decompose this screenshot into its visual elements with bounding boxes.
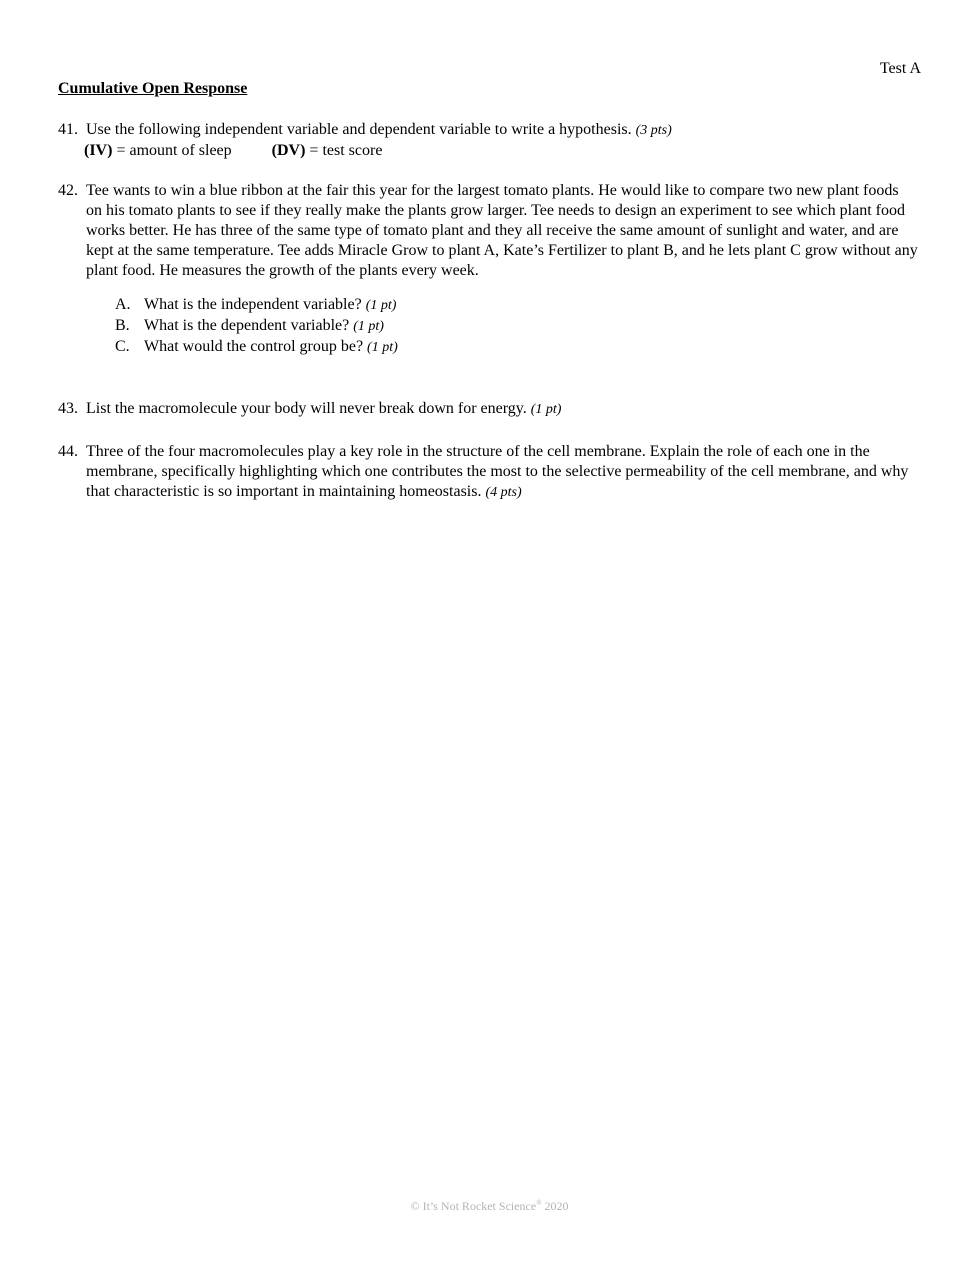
sub-question-b — [115, 316, 918, 337]
footer-copyright — [0, 1193, 979, 1216]
question-43 — [58, 399, 918, 420]
question-number: 42. — [58, 182, 78, 199]
sub-text: What would the control group be? — [144, 338, 364, 355]
question-number: 41. — [58, 121, 78, 138]
sub-question-c — [115, 337, 918, 358]
question-text: Three of the four macromolecules play a key role in the structure of the cell membrane. Explain the role of each one in the membrane, specifically highlighting which one contributes the most to the selective permeability of the cell membrane, and why that characteristic is so important in maintaining homeostasis. — [86, 443, 909, 500]
question-41 — [58, 120, 918, 161]
iv-value: = amount of sleep — [116, 142, 232, 159]
sub-text: What is the independent variable? — [144, 296, 362, 313]
question-44 — [58, 442, 918, 503]
question-text: Use the following independent variable and dependent variable to write a hypothesis. — [86, 121, 632, 138]
variables-line — [84, 141, 918, 161]
sub-letter: C. — [115, 338, 130, 355]
iv-label: (IV) — [84, 142, 113, 159]
dv-label: (DV) — [271, 142, 306, 159]
question-text: Tee wants to win a blue ribbon at the fair this year for the largest tomato plants. He would like to compare two new plant foods on his tomato plants to see if they really make the plants grow larger. Tee needs to design an experiment to see which plant food works better. He has three of the same type of tomato plant and they all receive the same amount of sunlight and water, and are kept at the same temperature. Tee adds Miracle Grow to plant A, Kate’s Fertilizer to plant B, and he lets plant C grow without any plant food. He measures the growth of the plants every week. — [86, 182, 918, 279]
sub-points: (1 pt) — [365, 298, 397, 313]
test-label: Test A — [879, 60, 921, 77]
question-number: 44. — [58, 443, 78, 460]
sub-text: What is the dependent variable? — [144, 317, 350, 334]
sub-letter: B. — [115, 317, 130, 334]
registered-mark: ® — [536, 1199, 542, 1207]
sub-points: (1 pt) — [353, 319, 384, 334]
question-points: (1 pt) — [530, 402, 562, 417]
section-title: Cumulative Open Response — [58, 80, 248, 97]
sub-question-a — [115, 295, 918, 316]
question-points: (4 pts) — [485, 485, 522, 500]
dv-value: = test score — [309, 142, 383, 159]
question-text: List the macromolecule your body will never break down for energy. — [86, 400, 527, 417]
question-points: (3 pts) — [635, 123, 672, 138]
question-42 — [58, 181, 918, 358]
copyright-year: 2020 — [544, 1199, 569, 1213]
sub-letter: A. — [115, 296, 131, 313]
sub-points: (1 pt) — [367, 340, 398, 355]
copyright-text: © It’s Not Rocket Science — [410, 1199, 537, 1213]
question-number: 43. — [58, 400, 78, 417]
